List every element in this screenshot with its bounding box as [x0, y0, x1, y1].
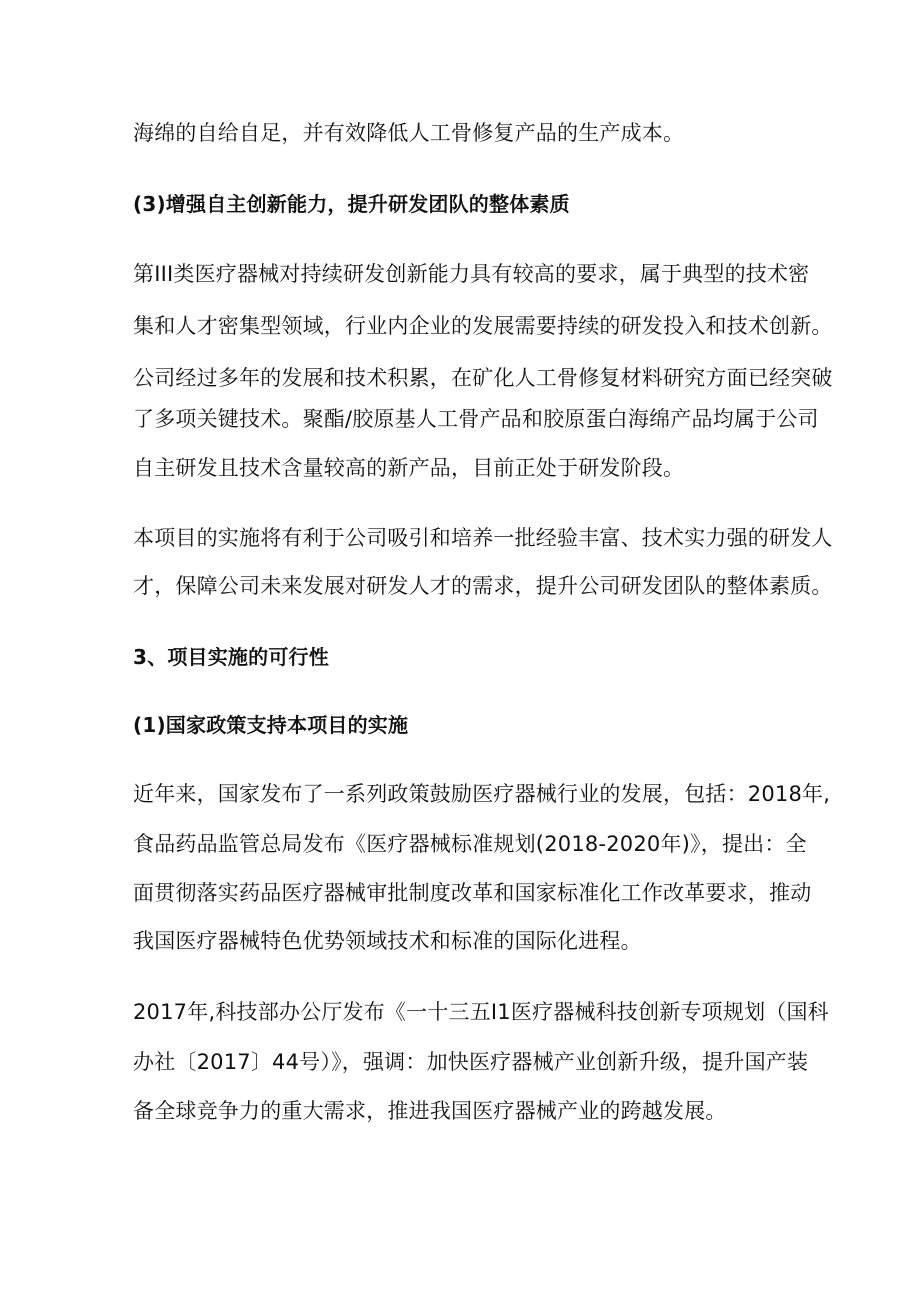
paragraph-policy-line: 近年来，国家发布了一系列政策鼓励医疗器械行业的发展，包括：2018年,: [133, 782, 831, 806]
heading-innovation: (3)增强自主创新能力，提升研发团队的整体素质: [133, 192, 570, 216]
paragraph-talent-line: 才，保障公司未来发展对研发人才的需求，提升公司研发团队的整体素质。: [133, 574, 833, 598]
paragraph-policy-line: 食品药品监管总局发布《医疗器械标准规划(2018-2020年)》，提出：全: [133, 832, 807, 856]
paragraph-rd-line: 公司经过多年的发展和技术积累，在矿化人工骨修复材料研究方面已经突破: [133, 366, 833, 390]
paragraph-2017-line: 备全球竞争力的重大需求，推进我国医疗器械产业的跨越发展。: [133, 1099, 727, 1123]
paragraph-talent-line: 本项目的实施将有利于公司吸引和培养一批经验丰富、技术实力强的研发人: [133, 526, 833, 550]
paragraph-2017-line: 2017年,科技部办公厅发布《一十三五I1医疗器械科技创新专项规划（国科: [133, 1000, 829, 1024]
paragraph-intro-tail: 海绵的自给自足，并有效降低人工骨修复产品的生产成本。: [133, 121, 685, 145]
section-feasibility-title: 3、项目实施的可行性: [133, 645, 329, 669]
paragraph-2017-line: 办社〔2017〕44号）》，强调：加快医疗器械产业创新升级，提升国产装: [133, 1050, 809, 1074]
paragraph-policy-line: 面贯彻落实药品医疗器械审批制度改革和国家标准化工作改革要求，推动: [133, 881, 812, 905]
paragraph-policy-line: 我国医疗器械特色优势领域技术和标准的国际化进程。: [133, 929, 642, 953]
paragraph-rd-line: 自主研发且技术含量较高的新产品，目前正处于研发阶段。: [133, 456, 685, 480]
paragraph-rd-line: 了多项关键技术。聚酯/胶原基人工骨产品和胶原蛋白海绵产品均属于公司: [133, 407, 819, 431]
paragraph-rd-line: 第III类医疗器械对持续研发创新能力具有较高的要求，属于典型的技术密: [133, 262, 810, 286]
paragraph-rd-line: 集和人才密集型领域，行业内企业的发展需要持续的研发投入和技术创新。: [133, 314, 833, 338]
heading-policy-support: (1)国家政策支持本项目的实施: [133, 713, 409, 737]
